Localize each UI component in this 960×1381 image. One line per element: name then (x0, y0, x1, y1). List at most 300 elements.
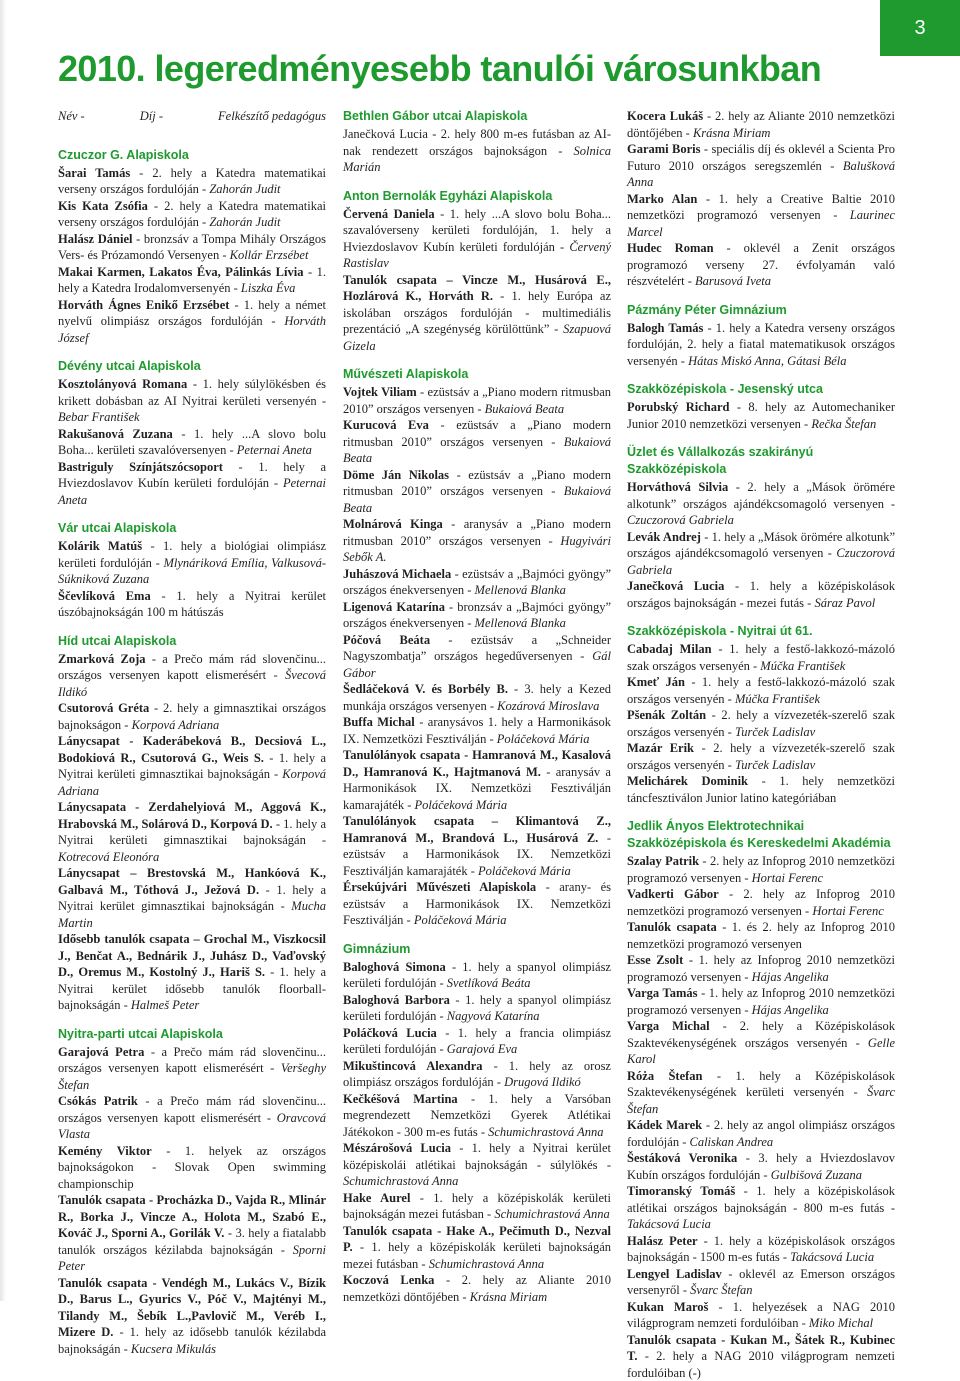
result-entry (343, 417, 611, 467)
award-description: - 2. hely a vízvezeték-szerelő szak országos versenyén - (627, 741, 895, 772)
teacher-name: Turček Ladislav (735, 758, 815, 772)
result-entry (627, 773, 895, 806)
student-name: Melichárek Dominik (627, 774, 748, 788)
teacher-name: Poláčeková Mária (497, 732, 590, 746)
result-entry (627, 740, 895, 773)
legend-teacher: Felkészítő pedagógus (218, 108, 326, 125)
result-entry (58, 426, 326, 459)
legend-name: Név - (58, 108, 85, 125)
result-entry (627, 641, 895, 674)
teacher-name: Červený Rastislav (343, 240, 611, 271)
student-name: Tanulók csapata (627, 920, 717, 934)
result-entry (627, 1183, 895, 1233)
result-entry (627, 108, 895, 141)
result-entry (627, 320, 895, 370)
student-name: Tanulók csapata - Kukan M., Šátek R., Kubinec T. (627, 1333, 895, 1364)
result-entry (343, 1025, 611, 1058)
result-entry (627, 1018, 895, 1068)
student-name: Varga Michal (627, 1019, 710, 1033)
school-heading: Czuczor G. Alapiskola (58, 147, 326, 164)
result-entry (627, 952, 895, 985)
teacher-name: Czuczorová Gabriela (627, 513, 734, 527)
result-entry (627, 529, 895, 579)
teacher-name: Miko Michal (809, 1316, 873, 1330)
student-name: Tanulók csapata – Vincze M., Husárová E., Hozlárová K., Horváth R. (343, 273, 611, 304)
award-description: - 1. hely az Infoprog 2010 nemzetközi programozó versenyen - (627, 986, 895, 1017)
result-entry (627, 479, 895, 529)
student-name: Pšenák Zoltán (627, 708, 706, 722)
result-entry (58, 297, 326, 347)
student-name: Mészárošová Lucia (343, 1141, 451, 1155)
award-description: - 2. hely a NAG 2010 világprogram nemzeti fordulóiban (-) (627, 1349, 895, 1380)
teacher-name: Kozárová Miroslava (497, 699, 599, 713)
teacher-name: Krásna Miriam (693, 126, 770, 140)
teacher-name: Laurinec Marcel (627, 208, 895, 239)
result-entry (627, 399, 895, 432)
award-description: Janečková Lucia - 2. hely 800 m-es futásban az AI-nak rendezett országos bajnokságon - (343, 127, 611, 158)
result-entry (343, 272, 611, 355)
teacher-name: Mucha Martin (58, 899, 326, 930)
student-name: Marko Alan (627, 192, 697, 206)
teacher-name: Bebar František (58, 410, 140, 424)
award-description: - 1. hely a középiskolák kerületi bajnokságán mezei futásban - (343, 1191, 611, 1222)
result-entry (58, 1275, 326, 1358)
award-description: - ezüstsáv a „Bajmóci gyöngy” országos énekversenyen - (343, 567, 611, 598)
award-description: - 1. hely a Nyitrai kerület idősebb tanulók floorball-bajnokságán - (58, 965, 326, 1012)
student-name: Cabadaj Milan (627, 642, 712, 656)
teacher-name: Švarc Štefan (627, 1085, 895, 1116)
student-name: Baloghová Simona (343, 960, 446, 974)
student-name: Poláčková Lucia (343, 1026, 437, 1040)
result-entry (343, 992, 611, 1025)
award-description: - 2. hely a Katedra matematikai verseny országos fordulóján - (58, 166, 326, 197)
result-entry (343, 206, 611, 272)
student-name: Lánycsapat – Brestovská M., Hankóová K., Galbavá M., Tóthová J., Ježová D. (58, 866, 326, 897)
student-name: Kurucová Eva (343, 418, 429, 432)
teacher-name: Schumichrastová Anna (343, 1174, 458, 1188)
result-entry (343, 813, 611, 879)
award-description: - 1. hely Európa az iskolában országos fordulóján - multimediális prezentáció „A szegénység körülöttünk” - (343, 289, 611, 336)
teacher-name: Peternai Aneta (58, 476, 326, 507)
student-name: Lánycsapat - Kaderábeková B., Decsiová L., Bodokiová R., Csutorová G., Weis S. (58, 734, 326, 765)
result-entry (627, 1233, 895, 1266)
award-description: - ezüstsáv a Harmonikások IX. Nemzetközi Fesztiválján kamarajáték - (343, 831, 611, 878)
student-name: Lánycsapata - Zerdahelyiová M., Aggová K., Hrabovská M., Solárová D., Korpová D. (58, 800, 326, 831)
result-entry (343, 467, 611, 517)
award-description: - oklevél a Zenit országos programozó verseny 27. évfolyamán való részvételért - (627, 241, 895, 288)
result-entry (58, 865, 326, 931)
award-description: - a Prečo mám rád slovenčinu... országos versenyen kapott elismerésért - (58, 1094, 326, 1125)
teacher-name: Múčka František (735, 692, 820, 706)
student-name: Zmarková Zoja (58, 652, 146, 666)
result-entry (58, 651, 326, 701)
award-description: - 1. hely a középiskolák kerületi bajnokságán mezei futásban - (343, 1240, 611, 1271)
teacher-name: Poláčeková Mária (414, 798, 507, 812)
teacher-name: Korpová Adriana (58, 767, 326, 798)
award-description: - ezüstsáv a „Piano modern ritmusban 2010” országos versenyen - (343, 385, 611, 416)
student-name: Ščevlíková Ema (58, 589, 151, 603)
award-description: - 1. hely a Katedra Irodalomversenyén - (58, 265, 326, 296)
result-entry (343, 126, 611, 176)
result-entry (627, 1299, 895, 1332)
award-description: - 1. hely a Nyitrai kerület úszóbajnokságán 100 m hátúszás (58, 589, 326, 620)
award-description: - 1. helyezések a NAG 2010 világprogram nemzeti fordulóiban - (627, 1300, 895, 1331)
student-name: Lengyel Ladislav (627, 1267, 722, 1281)
result-entry (343, 1223, 611, 1273)
result-entry (58, 376, 326, 426)
result-entry (343, 1058, 611, 1091)
student-name: Kosztolányová Romana (58, 377, 187, 391)
award-description: - 1. hely a német nyelvű olimpiász országos fordulóján - (58, 298, 326, 329)
teacher-name: Krásna Miriam (470, 1290, 547, 1304)
column-1-sections (58, 147, 326, 1358)
result-entry (627, 240, 895, 290)
school-heading: Üzlet és Vállalkozás szakirányú Szakközépiskola (627, 444, 895, 478)
teacher-name: Gulbišová Zuzana (771, 1168, 862, 1182)
award-description: - 1. hely a Varsóban megrendezett Nemzetközi Gyerek Atlétikai Játékokon - 300 m-es futás - (343, 1092, 611, 1139)
award-description: - 2. hely a gimnasztikai országos bajnokságon - (58, 701, 326, 732)
teacher-name: Bukaiová Beata (485, 402, 565, 416)
award-description: - 3. hely a Kezed munkája országos versenyen - (343, 682, 611, 713)
award-description: - 1. hely nemzetközi táncfesztiválon Junior latino kategóriában (627, 774, 895, 805)
award-description: - 2. hely az Aliante 2010 nemzetközi döntőjében - (343, 1273, 611, 1304)
student-name: Hake Aurel (343, 1191, 410, 1205)
award-description: - a Prečo mám rád slovenčinu... országos versenyen kapott elismerésért - (58, 652, 326, 683)
student-name: Tanulók csapata - Procházka D., Vajda R., Mlinár R., Borka J., Vincze A., Holota M., Szabó E., Kováč J., Sporni A., Gorilák V. (58, 1193, 326, 1240)
student-name: Janečková Lucia (627, 579, 724, 593)
award-description: - aranysáv a „Piano modern ritmusban 2010” országos versenyen - (343, 517, 611, 548)
award-description: - 1. hely a Nyitrai kerület középiskolái atlétikai bajnokságán - súlylökés - (343, 1141, 611, 1172)
award-description: - 2. hely a Katedra matematikai verseny országos fordulóján - (58, 199, 326, 230)
result-entry (627, 578, 895, 611)
teacher-name: Poláčeková Mária (478, 864, 571, 878)
teacher-name: Kucsera Mikulás (131, 1342, 216, 1356)
result-entry (627, 141, 895, 191)
award-description: - 3. hely a fiatalabb tanulók országos kézilabda bajnokságán - (58, 1226, 326, 1257)
result-entry (627, 985, 895, 1018)
result-entry (627, 191, 895, 241)
school-heading: Dévény utcai Alapiskola (58, 358, 326, 375)
result-entry (58, 231, 326, 264)
student-name: Horváth Ágnes Enikő Erzsébet (58, 298, 229, 312)
teacher-name: Nagyová Katarína (447, 1009, 540, 1023)
award-description: - 1. hely a Nyitrai kerület gimnasztikai bajnokságán - (58, 883, 326, 914)
teacher-name: Sáraz Pavol (814, 596, 875, 610)
teacher-name: Schumichrastová Anna (494, 1207, 609, 1221)
student-name: Makai Karmen, Lakatos Éva, Pálinkás Lívia (58, 265, 303, 279)
teacher-name: Múčka František (760, 659, 845, 673)
page-number: 3 (880, 0, 960, 56)
teacher-name: Hortai Ferenc (812, 904, 883, 918)
teacher-name: Hájas Angelika (752, 970, 829, 984)
teacher-name: Bukaiová Beata (343, 484, 611, 515)
student-name: Szalay Patrik (627, 854, 699, 868)
result-entry (58, 931, 326, 1014)
student-name: Vojtek Viliam (343, 385, 417, 399)
student-name: Csókás Patrik (58, 1094, 138, 1108)
award-description: - 2. hely az angol olimpiász országos fordulóján - (627, 1118, 895, 1149)
result-entry (343, 1272, 611, 1305)
student-name: Hudec Roman (627, 241, 714, 255)
page-headline: 2010. legeredményesebb tanulói városunkban (58, 48, 821, 90)
teacher-name: Kotrecová Eleonóra (58, 850, 159, 864)
award-description: - 2. hely a „Mások örömére alkotunk” országos ajándékcsomagoló versenyen - (627, 480, 895, 511)
result-entry (343, 747, 611, 813)
award-description: - 1. hely ...A slovo bolu Boha... kerületi szavalóversenyen - (58, 427, 326, 458)
award-description: - 1. hely a spanyol olimpiász kerületi fordulóján - (343, 993, 611, 1024)
result-entry (58, 700, 326, 733)
result-entry (627, 1266, 895, 1299)
school-heading: Művészeti Alapiskola (343, 366, 611, 383)
student-name: Idősebb tanulók csapata – Grochal M., Viszkocsil J., Benčat A., Bednárik J., Juhász D., Vaďovský D., Oremus M., Kostolný J., Hariš S. (58, 932, 326, 979)
student-name: Kemény Viktor (58, 1144, 152, 1158)
teacher-name: Veršeghy Štefan (58, 1061, 326, 1092)
student-name: Kolárik Matúš (58, 539, 142, 553)
student-name: Kmeť Ján (627, 675, 685, 689)
award-description: - 1. hely a Nyitrai kerületi gimnasztikai bajnokságán - (58, 817, 326, 848)
teacher-name: Drugová Ildikó (504, 1075, 581, 1089)
school-heading: Anton Bernolák Egyházi Alapiskola (343, 188, 611, 205)
award-description: - ezüstsáv a „Piano modern ritmusban 2010” országos versenyen - (343, 468, 611, 499)
award-description: - ezüstsáv a „Schneider Nagyszombatja” országos hegedűversenyen - (343, 633, 611, 664)
award-description: - 1. hely a „Mások örömére alkotunk” országos ajándékcsomagoló versenyen - (627, 530, 895, 561)
award-description: - 1. hely az orosz olimpiász országos fordulóján - (343, 1059, 611, 1090)
teacher-name: Poláčeková Mária (414, 913, 507, 927)
award-description: - 1. hely a Creative Baltie 2010 nemzetközi programozó versenyen - (627, 192, 895, 223)
award-description: - 1. hely a biológiai olimpiász kerületi fordulóján - (58, 539, 326, 570)
teacher-name: Mellenová Blanka (475, 583, 566, 597)
award-description: - 1. hely a Hviezdoslavov Kubín kerületi fordulóján - (58, 460, 326, 491)
result-entry (343, 959, 611, 992)
award-description: - 1. hely a Katedra verseny országos fordulóján, 2. hely a fiatal matematikusok országos versenyén - (627, 321, 895, 368)
result-entry (627, 1068, 895, 1118)
result-entry (58, 799, 326, 865)
result-entry (627, 707, 895, 740)
student-name: Kocera Lukáš (627, 109, 703, 123)
award-description: - 2. hely a vízvezeték-szerelő szak országos versenyén - (627, 708, 895, 739)
student-name: Csutorová Gréta (58, 701, 149, 715)
student-name: Mikuštincová Alexandra (343, 1059, 483, 1073)
teacher-name: Švarc Štefan (690, 1283, 752, 1297)
teacher-name: Hátas Miskó Anna, Gátasi Béla (688, 354, 846, 368)
teacher-name: Gál Gábor (343, 649, 611, 680)
student-name: Šestáková Veronika (627, 1151, 737, 1165)
teacher-name: Korpová Adriana (132, 718, 220, 732)
student-name: Porubský Richard (627, 400, 730, 414)
award-description: - 2. hely az Infoprog 2010 nemzetközi programozó versenyen - (627, 887, 895, 918)
teacher-name: Mellenová Blanka (475, 616, 566, 630)
award-description: - 8. hely az Automechaniker Junior 2010 nemzetközi versenyen - (627, 400, 895, 431)
student-name: Timoranský Tomáš (627, 1184, 735, 1198)
result-entry (58, 1143, 326, 1193)
teacher-name: Zahorán Judit (209, 215, 280, 229)
award-description: - 1. hely a francia olimpiász kerületi fordulóján - (343, 1026, 611, 1057)
result-entry (58, 588, 326, 621)
student-name: Kečkéšová Martina (343, 1092, 458, 1106)
teacher-name: Švecová Ildikó (58, 668, 326, 699)
page-edge-decoration (0, 0, 6, 1301)
teacher-name: Garajová Eva (447, 1042, 517, 1056)
teacher-name: Horváth József (58, 314, 326, 345)
teacher-name: Liszka Éva (241, 281, 296, 295)
result-entry (627, 1117, 895, 1150)
award-description: - 1. helyek az országos bajnokságokon - Slovak Open swimming championschip (58, 1144, 326, 1191)
result-entry (343, 599, 611, 632)
student-name: Tanulólányok csapata – Klimantová Z., Hamranová M., Brandová L., Husárová Z. (343, 814, 611, 845)
teacher-name: Sporni Peter (58, 1243, 326, 1274)
teacher-name: Caliskan Andrea (689, 1135, 773, 1149)
result-entry (343, 516, 611, 566)
award-description: - 1. hely az Infoprog 2010 nemzetközi programozó versenyen - (627, 953, 895, 984)
result-entry (343, 384, 611, 417)
student-name: Kis Kata Zsófia (58, 199, 148, 213)
student-name: Šedláčeková V. és Borbély B. (343, 682, 508, 696)
student-name: Baloghová Barbora (343, 993, 450, 1007)
result-entry (343, 632, 611, 682)
teacher-name: Barusová Iveta (695, 274, 771, 288)
result-entry (343, 879, 611, 929)
column-2-sections (343, 108, 611, 1305)
result-entry (343, 1091, 611, 1141)
award-description: - 1. hely ...A slovo bolu Boha... szavalóverseny kerületi fordulóján, 1. hely a Hviezdoslavov Kubín kerületi fordulóján - (343, 207, 611, 254)
result-entry (58, 165, 326, 198)
award-description: - 1. hely a festő-lakkozó-mázoló szak országos versenyén - (627, 642, 895, 673)
result-entry (343, 1190, 611, 1223)
teacher-name: Mlynáriková Emília, Valkusová-Súkniková Zuzana (58, 556, 326, 587)
student-name: Horváthová Silvia (627, 480, 728, 494)
award-description: - 1. hely a Középiskolások Szaktevékenységének kerületi versenyén - (627, 1069, 895, 1100)
teacher-name: Rečka Štefan (811, 417, 876, 431)
school-heading: Gimnázium (343, 941, 611, 958)
teacher-name: Svetlíková Beáta (447, 976, 531, 990)
student-name: Érsekújvári Művészeti Alapiskola (343, 880, 536, 894)
school-heading: Nyitra-parti utcai Alapiskola (58, 1026, 326, 1043)
award-description: - arany- és ezüstsáv a Harmonikások IX. Nemzetközi Fesztiválján - (343, 880, 611, 927)
teacher-name: Solnica Marián (343, 144, 611, 175)
student-name: Mazár Erik (627, 741, 694, 755)
result-entry (343, 1140, 611, 1190)
result-entry (627, 853, 895, 886)
student-name: Koczová Lenka (343, 1273, 434, 1287)
result-entry (343, 566, 611, 599)
student-name: Šarai Tamás (58, 166, 130, 180)
teacher-name: Schumichrastová Anna (429, 1257, 544, 1271)
student-name: Červená Daniela (343, 207, 435, 221)
award-description: - speciális díj és oklevél a Scienta Pro Futuro 2010 országos seregszemlén - (627, 142, 895, 173)
award-description: - 1. hely a Nyitrai kerületi gimnasztikai bajnokságán - (58, 751, 326, 782)
teacher-name: Zahorán Judit (209, 182, 280, 196)
student-name: Esse Zsolt (627, 953, 683, 967)
award-description: - bronzsáv a „Bajmóci gyöngy” országos énekversenyen - (343, 600, 611, 631)
teacher-name: Turček Ladislav (735, 725, 815, 739)
result-entry (627, 674, 895, 707)
school-heading: Vár utcai Alapiskola (58, 520, 326, 537)
student-name: Vadkerti Gábor (627, 887, 719, 901)
award-description: - 2. hely az Infoprog 2010 nemzetközi programozó versenyen - (627, 854, 895, 885)
award-description: - 1. hely a középiskolások országos bajnokságán - 1500 m-es futás - (627, 1234, 895, 1265)
result-entry (58, 1044, 326, 1094)
result-entry (343, 681, 611, 714)
student-name: Bastriguly Színjátszócsoport (58, 460, 223, 474)
school-heading: Szakközépiskola - Nyitrai út 61. (627, 623, 895, 640)
result-entry (58, 459, 326, 509)
student-name: Halász Peter (627, 1234, 698, 1248)
student-name: Halász Dániel (58, 232, 132, 246)
award-description: - 1. hely a festő-lakkozó-mázoló szak országos versenyén - (627, 675, 895, 706)
student-name: Róża Štefan (627, 1069, 703, 1083)
award-description: - aranysávos 1. hely a Harmonikások IX. Nemzetközi Fesztiválján - (343, 715, 611, 746)
school-heading: Bethlen Gábor utcai Alapiskola (343, 108, 611, 125)
student-name: Rakušanová Zuzana (58, 427, 173, 441)
student-name: Tanulólányok csapata - Hamranová M., Kasalová D., Hamranová K., Hajtmanová M. (343, 748, 611, 779)
award-description: - aranysáv a Harmonikások IX. Nemzetközi Fesztiválján kamarajáték - (343, 765, 611, 812)
student-name: Tanulók csapata - Hake A., Pečimuth D., Nezval P. (343, 1224, 611, 1255)
school-heading: Híd utcai Alapiskola (58, 633, 326, 650)
award-description: - 1. hely súlylökésben és krikett dobásban az AI Nyitrai kerületi versenyén - (58, 377, 326, 408)
student-name: Kukan Maroš (627, 1300, 708, 1314)
teacher-name: Oravcová Vlasta (58, 1111, 326, 1142)
column-3 (627, 108, 895, 1381)
result-entry (627, 886, 895, 919)
teacher-name: Takácsová Lucia (627, 1217, 711, 1231)
award-description: - 1. hely az idősebb tanulók kézilabda bajnokságán - (58, 1325, 326, 1356)
school-heading: Pázmány Péter Gimnázium (627, 302, 895, 319)
school-heading: Jedlik Ányos Elektrotechnikai Szakközépiskola és Kereskedelmi Akadémia (627, 818, 895, 852)
award-description: - ezüstsáv a „Piano modern ritmusban 2010” országos versenyen - (343, 418, 611, 449)
result-entry (58, 733, 326, 799)
student-name: Tanulók csapata - Vendégh M., Lukács V., Bízik D., Barus L., Gyurics V., Póč V., Majtényi M., Tilandy M., Šebík L.,Pavlovič M., Veréb I., Mizere D. (58, 1276, 326, 1340)
award-description: - 1. hely a spanyol olimpiász kerületi fordulóján - (343, 960, 611, 991)
result-entry (627, 1150, 895, 1183)
result-entry (58, 538, 326, 588)
column-3-sections (627, 108, 895, 1381)
teacher-name: Halmeš Peter (131, 998, 199, 1012)
student-name: Juhászová Michaela (343, 567, 451, 581)
award-description: - 1. hely a középiskolások atlétikai országos bajnokságán - 800 m-es futás - (627, 1184, 895, 1215)
teacher-name: Kollár Erzsébet (230, 248, 309, 262)
student-name: Póčová Beáta (343, 633, 430, 647)
teacher-name: Bukaiová Beata (343, 435, 611, 466)
teacher-name: Czuczorová Gabriela (627, 546, 895, 577)
award-description: - 2. hely az Aliante 2010 nemzetközi döntőjében - (627, 109, 895, 140)
result-entry (627, 919, 895, 952)
result-entry (58, 264, 326, 297)
award-description: - a Prečo mám rád slovenčinu... országos versenyen kapott elismerésért - (58, 1045, 326, 1076)
legend-award: Díj - (140, 108, 163, 125)
student-name: Levák Andrej (627, 530, 701, 544)
award-description: - bronzsáv a Tompa Mihály Országos Vers- és Prózamondó Versenyen - (58, 232, 326, 263)
column-1 (58, 108, 326, 1357)
student-name: Varga Tamás (627, 986, 698, 1000)
result-entry (343, 714, 611, 747)
school-heading: Szakközépiskola - Jesenský utca (627, 381, 895, 398)
column-2 (343, 108, 611, 1305)
result-entry (58, 198, 326, 231)
student-name: Buffa Michal (343, 715, 415, 729)
student-name: Garajová Petra (58, 1045, 144, 1059)
teacher-name: Hájas Angelika (752, 1003, 829, 1017)
student-name: Balogh Tamás (627, 321, 703, 335)
teacher-name: Balušková Anna (627, 159, 895, 190)
teacher-name: Takácsová Lucia (790, 1250, 874, 1264)
student-name: Döme Ján Nikolas (343, 468, 449, 482)
teacher-name: Szapuová Gizela (343, 322, 611, 353)
teacher-name: Hortai Ferenc (752, 871, 823, 885)
student-name: Kádek Marek (627, 1118, 702, 1132)
student-name: Ligenová Katarína (343, 600, 445, 614)
award-description: - 1. és 2. hely az Infoprog 2010 nemzetközi programozó versenyen (627, 920, 895, 951)
award-description: - oklevél az Emerson országos versenyről - (627, 1267, 895, 1298)
